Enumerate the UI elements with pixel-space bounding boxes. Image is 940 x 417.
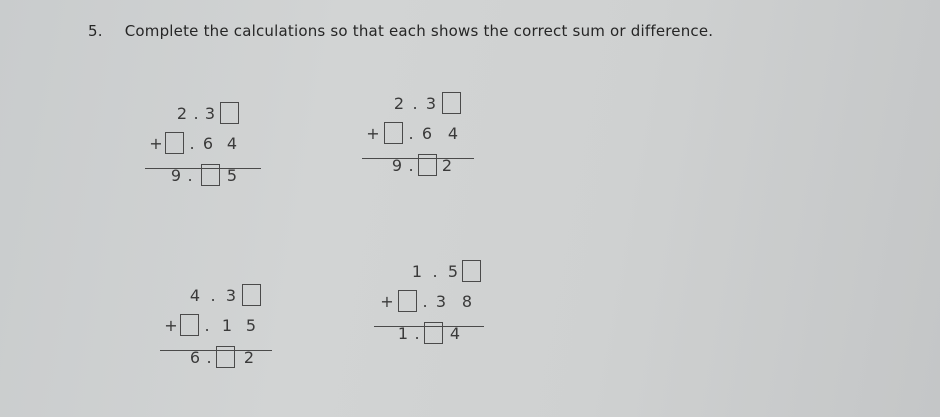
digit: 4 (226, 134, 238, 153)
digit: 1 (411, 262, 423, 281)
digit: 2 (243, 348, 255, 367)
digit: 4 (449, 324, 461, 343)
answer-box-sum[interactable] (201, 164, 220, 186)
digit: 3 (435, 292, 447, 311)
digit: 2 (176, 104, 188, 123)
problem-4 (370, 258, 520, 350)
addend-bottom-row (158, 312, 308, 342)
answer-box-middle[interactable] (180, 314, 199, 336)
decimal-point: . (189, 134, 195, 153)
decimal-point: . (412, 94, 418, 113)
digit: 6 (421, 124, 433, 143)
decimal-point: . (432, 262, 438, 281)
digit: 4 (189, 286, 201, 305)
digit: 5 (447, 262, 459, 281)
decimal-point: . (187, 166, 193, 185)
addend-bottom-row (145, 130, 295, 160)
problem-1 (145, 100, 295, 192)
sum-row (354, 152, 504, 182)
decimal-point: . (408, 124, 414, 143)
answer-box-sum[interactable] (424, 322, 443, 344)
digit: 2 (393, 94, 405, 113)
sum-row (370, 320, 520, 350)
digit: 4 (447, 124, 459, 143)
question-prompt: Complete the calculations so that each shows the correct sum or difference. (124, 22, 714, 40)
addend-top-row (145, 100, 295, 130)
answer-box-sum[interactable] (418, 154, 437, 176)
answer-box-top[interactable] (242, 284, 261, 306)
digit: 8 (461, 292, 473, 311)
plus-sign: + (380, 292, 394, 311)
decimal-point: . (193, 104, 199, 123)
sum-row (145, 162, 295, 192)
sum-row (158, 344, 308, 374)
digit: 2 (441, 156, 453, 175)
addend-top-row (354, 90, 504, 120)
decimal-point: . (204, 316, 210, 335)
answer-box-top[interactable] (442, 92, 461, 114)
addend-bottom-row (370, 288, 520, 318)
decimal-point: . (206, 348, 212, 367)
digit: 5 (245, 316, 257, 335)
digit: 9 (391, 156, 403, 175)
plus-sign: + (164, 316, 178, 335)
plus-sign: + (366, 124, 380, 143)
answer-box-sum[interactable] (216, 346, 235, 368)
addend-top-row (370, 258, 520, 288)
digit: 1 (221, 316, 233, 335)
problem-3 (158, 282, 308, 374)
question-text (88, 22, 713, 40)
decimal-point: . (414, 324, 420, 343)
digit: 3 (204, 104, 216, 123)
digit: 6 (202, 134, 214, 153)
answer-box-top[interactable] (462, 260, 481, 282)
problem-2 (354, 90, 504, 182)
answer-box-top[interactable] (220, 102, 239, 124)
digit: 6 (189, 348, 201, 367)
question-number: 5. (88, 22, 103, 40)
decimal-point: . (408, 156, 414, 175)
digit: 5 (226, 166, 238, 185)
digit: 3 (225, 286, 237, 305)
answer-box-middle[interactable] (398, 290, 417, 312)
addend-bottom-row (354, 120, 504, 150)
answer-box-middle[interactable] (384, 122, 403, 144)
addend-top-row (158, 282, 308, 312)
digit: 9 (170, 166, 182, 185)
digit: 3 (425, 94, 437, 113)
answer-box-middle[interactable] (165, 132, 184, 154)
decimal-point: . (422, 292, 428, 311)
plus-sign: + (149, 134, 163, 153)
decimal-point: . (210, 286, 216, 305)
digit: 1 (397, 324, 409, 343)
